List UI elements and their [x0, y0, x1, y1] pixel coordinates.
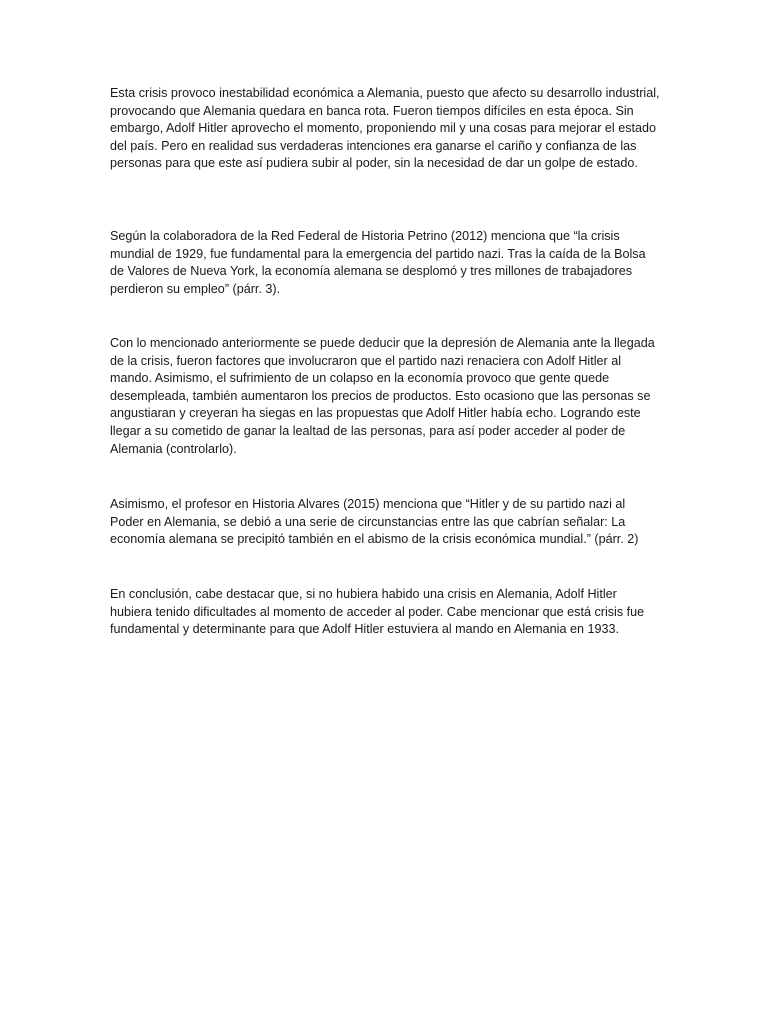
paragraph-5: En conclusión, cabe destacar que, si no hubiera habido una crisis en Alemania, Adolf Hitler hubiera tenido dificultades al momento de acceder al poder. Cabe mencionar que está crisis fue fundamental y determinante para que Adolf Hitler estuviera al mando en Alemania en 1933.	[110, 587, 645, 637]
paragraph-2: Según la colaboradora de la Red Federal de Historia Petrino (2012) menciona que “la crisis mundial de 1929, fue fundamental para la emergencia del partido nazi. Tras la caída de la Bolsa de Valores de Nueva York, la economía alemana se desplomó y tres millones de trabajadores perdieron su empleo” (párr. 3).	[110, 229, 646, 296]
paragraph-4: Asimismo, el profesor en Historia Alvares (2015) menciona que “Hitler y de su partido nazi al Poder en Alemania, se debió a una serie de circunstancias entre las que cabrían señalar: La economía alemana se precipitó también en el abismo de la crisis económica mundial.” (párr. 2)	[110, 497, 639, 547]
paragraph-3: Con lo mencionado anteriormente se puede deducir que la depresión de Alemania ante la llegada de la crisis, fueron factores que involucraron que el partido nazi renaciera con Adolf Hitler al mando. Asimismo, el sufrimiento de un colapso en la economía provoco que gente quede desempleada, también aumentaron los precios de productos. Esto ocasiono que las personas se angustiaran y creyeran ha siegas en las propuestas que Adolf Hitler había echo. Logrando este llegar a su cometido de ganar la lealtad de las personas, para así poder acceder al poder de Alemania (controlarlo).	[110, 336, 655, 456]
paragraph-1: Esta crisis provoco inestabilidad económica a Alemania, puesto que afecto su desarrollo industrial, provocando que Alemania quedara en banca rota. Fueron tiempos difíciles en esta época. Sin embargo, Adolf Hitler aprovecho el momento, proponiendo mil y una cosas para mejorar el estado del país. Pero en realidad sus verdaderas intenciones era ganarse el cariño y confianza de las personas para que este así pudiera subir al poder, sin la necesidad de dar un golpe de estado.	[110, 86, 660, 171]
